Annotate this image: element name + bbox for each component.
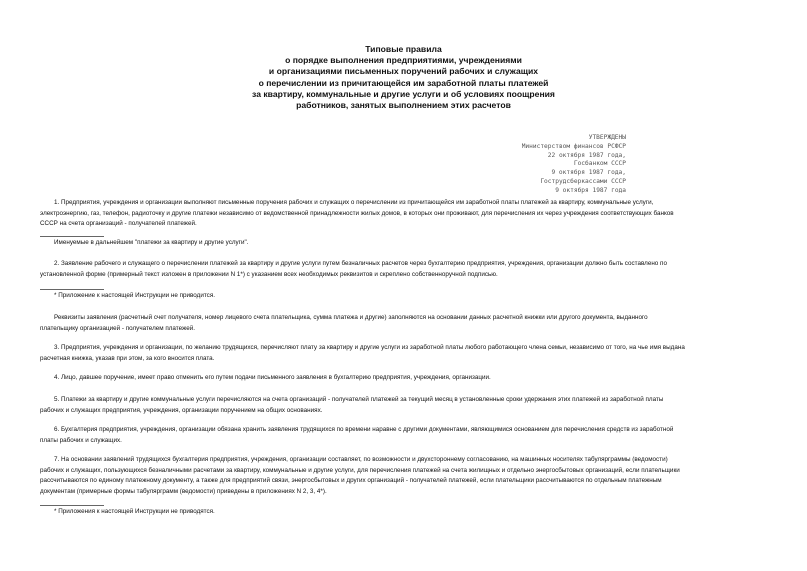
paragraph-2 — [40, 259, 768, 280]
paragraph-line: рабочих и служащих, пользующихся безналичными расчетами за квартиру, коммунальные и другие услуги, для перечисления платежей на счета жилищных и отдельно энергосбытовых организаций, если плательщики — [40, 466, 680, 474]
paragraph-4 — [40, 373, 768, 384]
paragraph-line: рассчитываются по единому платежному документу, а также для предприятий связи, энергосбытовых и других организаций - получателей платежей, если плательщики рассчитываются по отдельным платежным — [40, 477, 662, 485]
footnote-divider — [40, 289, 104, 290]
paragraph-line: электроэнергию, газ, телефон, радиоточку и другие платежи независимо от ведомственной принадлежности жилых домов, в которых они проживают, для перечисления их через учреждения соответствующих банков — [40, 209, 674, 217]
footnote-3: * Приложения к настоящей Инструкции не приводятся. — [54, 508, 215, 515]
approval-line: УТВЕРЖДЕНЫ — [588, 134, 626, 141]
paragraph-line: 2. Заявление рабочего и служащего о перечислении платежей за квартиру и другие услуги путем безналичных расчетов через бухгалтерию предприятия, учреждения, организации должно быть составлено по — [54, 260, 667, 267]
title-line: о перечислении из причитающейся им заработной платы платежей — [258, 77, 549, 88]
paragraph-line: СССР на счета организаций - получателей платежей. — [40, 220, 197, 228]
title-line: и организациями письменных поручений рабочих и служащих — [268, 66, 539, 77]
paragraph-7 — [40, 455, 768, 497]
paragraph-line: 4. Лицо, давшее поручение, имеет право отменить его путем подачи письменного заявления в бухгалтерию предприятия, учреждения, организации. — [54, 374, 491, 381]
paragraph-line: 5. Платежи за квартиру и другие коммунальные услуги перечисляются на счета организаций - получателей платежей за текущий месяц в установленные сроки удержания этих платежей из заработной платы — [54, 396, 664, 403]
paragraph-5 — [40, 395, 768, 416]
paragraph-line: расчетная книжка, указав при этом, за кого вносится плата. — [40, 354, 215, 362]
approval-line: Гострудсберкассами СССР — [540, 177, 626, 185]
paragraph-6 — [40, 425, 768, 446]
footnote-2: * Приложение к настоящей Инструкции не приводится. — [54, 292, 215, 299]
document-title — [0, 44, 807, 111]
paragraph-line: 6. Бухгалтерия предприятия, учреждения, организации обязана хранить заявления трудящихся по времени наравне с другими документами, являющимися основанием для перечисления средств из заработной — [54, 426, 674, 433]
footnote-divider — [40, 505, 104, 506]
paragraph-line: Реквизиты заявления (расчетный счет получателя, номер лицевого счета плательщика, сумма платежа и другие) заполняются на основании данных расчетной книжки или другого документа, выданного — [54, 314, 648, 321]
approval-line: Министерством финансов РСФСР — [521, 142, 626, 150]
paragraph-line: платы рабочих и служащих. — [40, 436, 122, 444]
footnote-divider — [40, 236, 104, 237]
paragraph-line: рабочих и служащих предприятия, учреждения, организации поручением на общих основаниях. — [40, 406, 323, 414]
paragraph-line: документам (примерные формы табулярграмм (ведомости) приведены в приложениях N 2, 3, 4*). — [40, 487, 327, 495]
footnote-1: Именуемые в дальнейшем "платежи за квартиру и другие услуги". — [54, 239, 249, 246]
title-line: о порядке выполнения предприятиями, учреждениями — [285, 55, 522, 66]
paragraph-line: 1. Предприятия, учреждения и организации выполняют письменные поручения рабочих и служащих о перечислении из причитающейся им заработной платы платежей за квартиру, коммунальные услуги, — [54, 199, 654, 206]
paragraph-line: плательщику организацией - получателем платежей. — [40, 324, 195, 332]
approval-line: 9 октября 1987 года, — [551, 169, 626, 177]
paragraph-line: 7. На основании заявлений трудящихся бухгалтерия предприятия, учреждения, организации составляет, по возможности и двухстороннему согласованию, на машинных носителях табулярграммы (ведомости) — [54, 456, 668, 463]
paragraph-requisites — [40, 313, 768, 334]
paragraph-3 — [40, 343, 768, 364]
approval-line: 22 октября 1987 года, — [547, 151, 626, 159]
approval-line: 9 октября 1987 года — [555, 186, 626, 194]
paragraph-line: установленной форме (примерный текст изложен в приложении N 1*) с указанием всех необходимых реквизитов и скреплено собственноручной подписью. — [40, 270, 498, 278]
approval-block — [490, 134, 626, 196]
title-line: Типовые правила — [365, 44, 442, 54]
paragraph-1 — [40, 198, 768, 230]
paragraph-line: 3. Предприятия, учреждения и организации, по желанию трудящихся, перечисляют плату за квартиру и другие услуги из заработной платы любого работающего члена семьи, независимо от того, на чье имя выдана — [54, 344, 685, 351]
title-line: работников, занятых выполнением этих расчетов — [296, 100, 511, 111]
approval-line: Госбанком СССР — [573, 160, 626, 168]
title-line: за квартиру, коммунальные и другие услуги и об условиях поощрения — [252, 88, 555, 99]
